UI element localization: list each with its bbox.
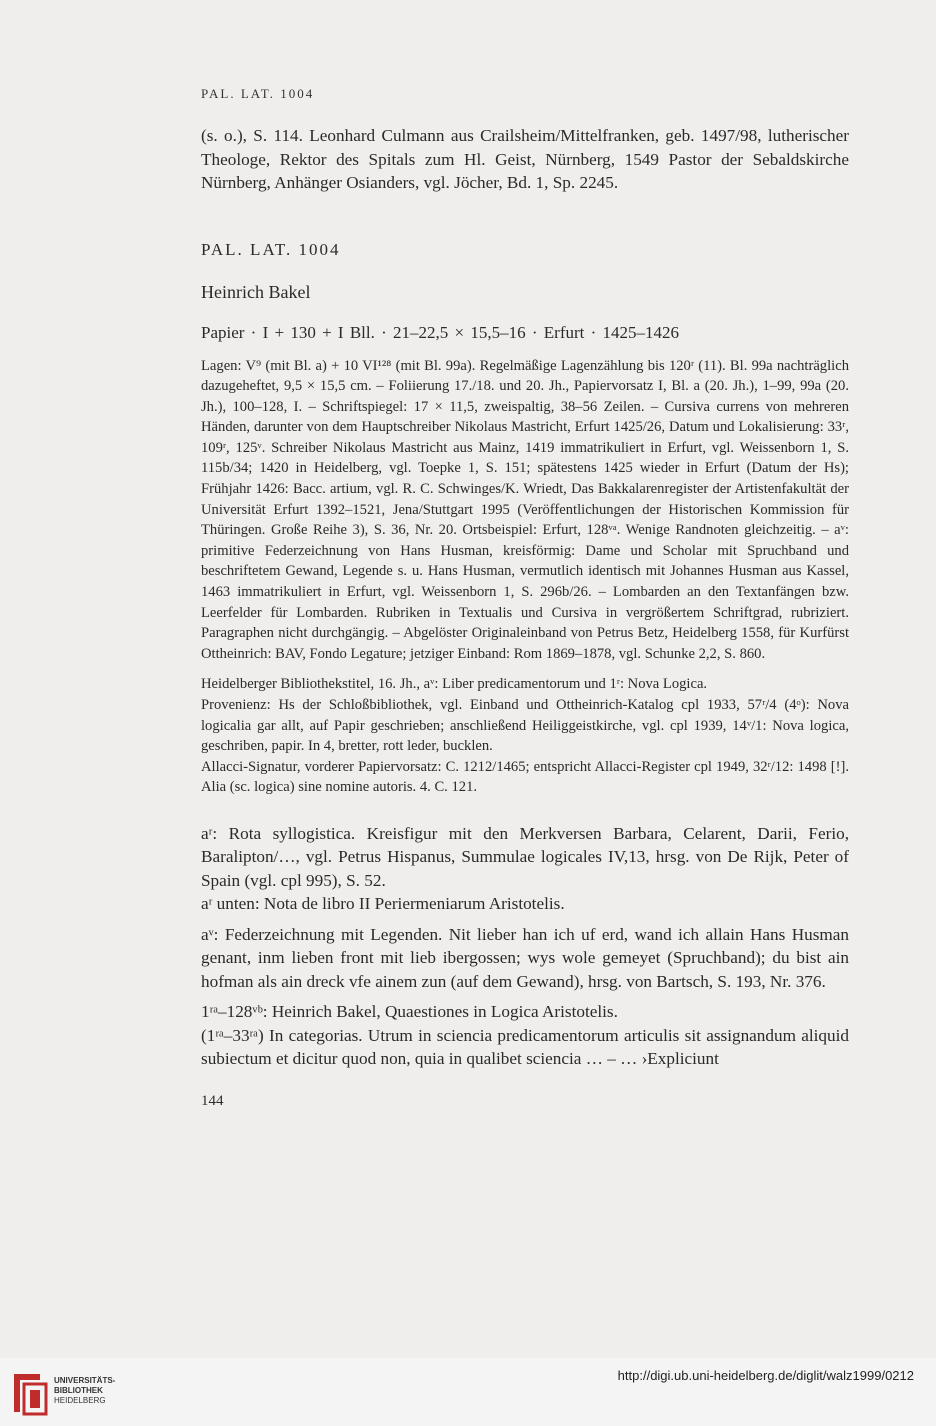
content-categorias: (1ʳᵃ–33ʳᵃ) In categorias. Utrum in sciencia predicamentorum articulis sit assignandum aliquid subiectum et dicitur quod non, quia in qualibet sciencia … – … ›Expliciunt <box>201 1025 849 1069</box>
library-name <box>54 1376 115 1406</box>
logo-line-1: UNIVERSITÄTS- <box>54 1376 116 1385</box>
intro-paragraph: (s. o.), S. 114. Leonhard Culmann aus Crailsheim/Mittelfranken, geb. 1497/98, lutherischer Theologe, Rektor des Spitals zum Hl. Geist, Nürnberg, 1549 Pastor der Sebaldskirche Nürnberg, Anhänger Osianders, vgl. Jöcher, Bd. 1, Sp. 2245. <box>201 126 849 192</box>
logo-line-2: BIBLIOTHEK <box>54 1386 103 1395</box>
entry-ar-unten: aʳ unten: Nota de libro II Periermeniarum Aristotelis. <box>201 894 565 914</box>
codicological-summary: Papier · I + 130 + I Bll. · 21–22,5 × 15,5–16 · Erfurt · 1425–1426 <box>201 322 680 342</box>
allacci-signatur: Allacci-Signatur, vorderer Papiervorsatz: C. 1212/1465; entspricht Allacci-Register cpl 1949, 32ʳ/12: 1498 [!]. Alia (sc. logica) sine nomine autoris. 4. C. 121. <box>201 758 849 796</box>
library-logo-icon <box>10 1372 50 1416</box>
author-heading: Heinrich Bakel <box>201 281 311 302</box>
footer-bar <box>0 1358 936 1426</box>
shelfmark-heading: PAL. LAT. 1004 <box>201 239 341 259</box>
source-url-link[interactable]: http://digi.ub.uni-heidelberg.de/diglit/walz1999/0212 <box>617 1368 914 1383</box>
page-number: 144 <box>201 1092 224 1109</box>
logo-line-3: HEIDELBERG <box>54 1396 106 1405</box>
running-head: PAL. LAT. 1004 <box>201 86 315 101</box>
bibliothekstitel: Heidelberger Bibliothekstitel, 16. Jh., aᵛ: Liber predicamentorum und 1ʳ: Nova Logica. <box>201 676 708 693</box>
entry-av: aᵛ: Federzeichnung mit Legenden. Nit lieber han ich uf erd, wand ich allain Hans Husman genant, inm lieben front mit lieb ibergossen; wys wole gemeyet (Spruchband); du bist ain hofman als ain dreck vfe ainem zun (auf dem Gewand), hrsg. von Bartsch, S. 193, Nr. 376. <box>201 924 849 991</box>
lagen-description: Lagen: V⁹ (mit Bl. a) + 10 VI¹²⁸ (mit Bl. 99a). Regelmäßige Lagenzählung bis 120ʳ (11). Bl. 99a nachträglich dazugeheftet, 9,5 × 15,5 cm. – Foliierung 17./18. und 20. Jh., Papiervorsatz I, Bl. a (20. Jh.), 1–99, 99a (20. Jh.), 100–128, I. – Schriftspiegel: 17 × 11,5, zweispaltig, 38–56 Zeilen. – Cursiva currens von mehreren Händen, darunter von dem Hauptschreiber Nikolaus Mastricht, Erfurt 1425/26, Datum und Lokalisierung: 33ʳ, 109ʳ, 125ᵛ. Schreiber Nikolaus Mastricht aus Mainz, 1419 immatrikuliert in Erfurt, vgl. Weissenborn 1, S. 115b/34; 1420 in Heidelberg, vgl. Toepke 1, S. 151; spätestens 1425 wieder in Erfurt (Datum der Hs); Frühjahr 1426: Bacc. artium, vgl. R. C. Schwinges/K. Wriedt, Das Bakkalarenregister der Artistenfakultät der Universität Erfurt 1392–1521, Jena/Stuttgart 1995 (Veröffentlichungen der Historischen Kommission für Thüringen. Große Reihe 3), S. 36, Nr. 20. Ortsbeispiel: Erfurt, 128ᵛᵃ. Wenige Randnoten gleichzeitig. – aᵛ: primitive Federzeichnung von Hans Husman, kreisförmig: Dame und Scholar mit Spruchband und beschriftetem Gewand, Legende s. u. Hans Husman, vermutlich identisch mit Johannes Husman aus Kassel, 1463 immatrikuliert in Erfurt, vgl. Weissenborn 1, S. 296b/26. – Lombarden an den Textanfängen bzw. Leerfelder für Lombarden. Rubriken in Textualis und Cursiva in vergrößertem Schriftgrad, rubriziert. Paragraphen nicht durchgängig. – Abgelöster Originaleinband von Petrus Betz, Heidelberg 1558, für Kurfürst Ottheinrich: BAV, Fondo Legature; jetziger Einband: Rom 1869–1878, vgl. Schunke 2,2, S. 860. <box>201 357 849 662</box>
content-main: 1ʳᵃ–128ᵛᵇ: Heinrich Bakel, Quaestiones in Logica Aristotelis. <box>201 1002 618 1022</box>
page-content <box>201 86 849 1110</box>
provenienz: Provenienz: Hs der Schloßbibliothek, vgl. Einband und Ottheinrich-Katalog cpl 1933, 57ʳ/4 (4ᵒ): Nova logicalia gar allt, auf Papir geschrieben; anschließend Heiliggeistkirche, vgl. cpl 1939, 14ᵛ/1: Nova logica, geschriben, papir. In 4, bretter, rott leder, bucklen. <box>201 697 849 755</box>
entry-ar: aʳ: Rota syllogistica. Kreisfigur mit den Merkversen Barbara, Celarent, Darii, Ferio, Baralipton/…, vgl. Petrus Hispanus, Summulae logicales IV,13, hrsg. von De Rijk, Peter of Spain (vgl. cpl 995), S. 52. <box>201 823 849 890</box>
